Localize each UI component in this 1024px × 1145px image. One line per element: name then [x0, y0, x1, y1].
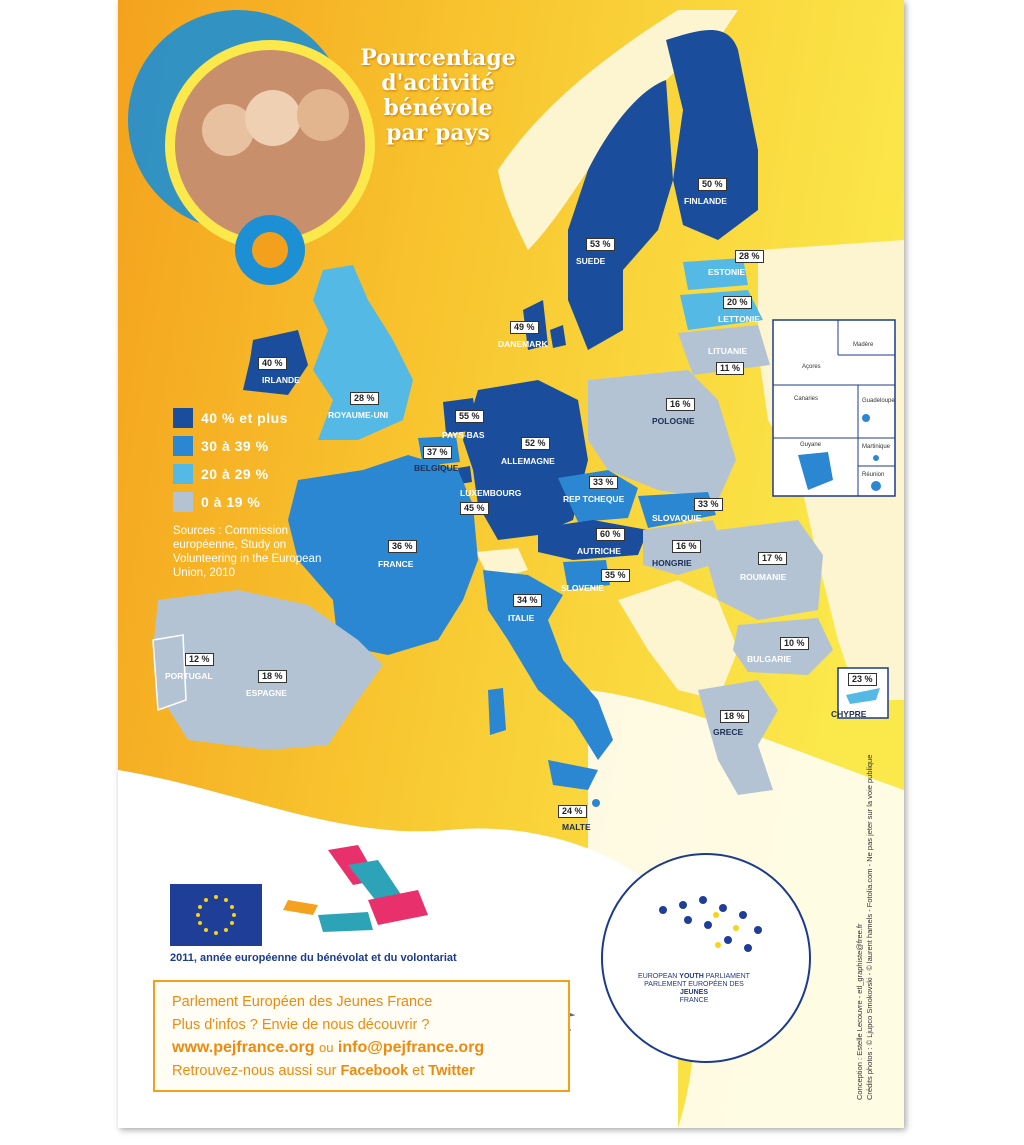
pct-label: 33 % — [589, 476, 618, 489]
info-line-4 — [172, 1063, 475, 1079]
eyp-youth: YOUTH — [679, 973, 704, 980]
pct-label: 49 % — [510, 321, 539, 334]
acores-label: Açores — [802, 364, 821, 370]
country-name: BELGIQUE — [414, 463, 459, 473]
canaries-label: Canaries — [794, 396, 819, 402]
country-name: ROYAUME-UNI — [328, 410, 389, 420]
pct-label: 28 % — [735, 250, 764, 263]
credits-line-2: Crédits photos : © Ljupco Smokovski - © laurent hamels - Fotolia.com - Ne pas jeter sur la voie publique — [865, 754, 874, 1100]
pct-label: 36 % — [388, 540, 417, 553]
reunion-shape — [871, 481, 881, 491]
pct-label: 45 % — [460, 502, 489, 515]
madere-label: Madère — [853, 342, 874, 348]
country-name: CHYPRE — [831, 709, 867, 719]
facebook-link[interactable]: Facebook — [340, 1063, 409, 1079]
country-name: IRLANDE — [262, 375, 300, 385]
country-name: ITALIE — [508, 613, 535, 623]
country-name: LETTONIE — [718, 314, 760, 324]
country-name: SLOVAQUIE — [652, 513, 702, 523]
malta-shape — [592, 799, 600, 807]
pct-label: 35 % — [601, 569, 630, 582]
country-name: ESPAGNE — [246, 688, 287, 698]
legend-label: 20 à 29 % — [201, 466, 269, 482]
twitter-link[interactable]: Twitter — [428, 1063, 475, 1079]
title-line: par pays — [386, 120, 490, 146]
and-text: et — [412, 1063, 425, 1079]
pct-label: 33 % — [694, 498, 723, 511]
country-name: ROUMANIE — [740, 572, 787, 582]
legend-swatch — [173, 464, 193, 484]
pct-label: 40 % — [258, 357, 287, 370]
pct-label: 12 % — [185, 653, 214, 666]
pct-label: 18 % — [720, 710, 749, 723]
eyp-parliament: PARLIAMENT — [705, 973, 750, 980]
pct-label: 10 % — [780, 637, 809, 650]
legend — [173, 404, 288, 516]
country-name: MALTE — [562, 822, 591, 832]
pct-label: 24 % — [558, 805, 587, 818]
pct-label: 16 % — [672, 540, 701, 553]
guadeloupe-label: Guadeloupe — [862, 398, 895, 404]
pct-label: 55 % — [455, 410, 484, 423]
legend-item — [173, 488, 288, 516]
legend-label: 30 à 39 % — [201, 438, 269, 454]
legend-label: 0 à 19 % — [201, 494, 261, 510]
country-name: SLOVENIE — [561, 583, 604, 593]
or-text: ou — [319, 1040, 334, 1055]
legend-label: 40 % et plus — [201, 410, 288, 426]
guyane-label: Guyane — [800, 442, 822, 448]
pct-label: 34 % — [513, 594, 542, 607]
country-name: HONGRIE — [652, 558, 692, 568]
country-name: PORTUGAL — [165, 671, 213, 681]
pct-label: 60 % — [596, 528, 625, 541]
legend-swatch — [173, 408, 193, 428]
eu-year-caption: 2011, année européenne du bénévolat et du volontariat — [170, 952, 457, 964]
pct-label: 37 % — [423, 446, 452, 459]
contact-box — [153, 980, 570, 1092]
sardinia-shape — [488, 688, 506, 735]
country-name: AUTRICHE — [577, 546, 621, 556]
martinique-label: Martinique — [862, 444, 891, 450]
poster — [118, 0, 904, 1128]
eyp-line-1 — [634, 973, 754, 981]
country-name: ALLEMAGNE — [501, 456, 555, 466]
martinique-shape — [873, 455, 879, 461]
pct-label: 52 % — [521, 437, 550, 450]
title-line: d'activité — [381, 70, 495, 96]
sources-text: Sources : Commission européenne, Study on Volunteering in the European Union, 2010 — [173, 525, 322, 579]
country-name: POLOGNE — [652, 416, 695, 426]
eyp-line-3: FRANCE — [679, 997, 709, 1004]
legend-swatch — [173, 492, 193, 512]
eyp-jeunes: JEUNES — [679, 989, 708, 996]
guadeloupe-shape — [862, 414, 870, 422]
pct-label: 53 % — [586, 238, 615, 251]
pct-label: 23 % — [848, 673, 877, 686]
info-line-2: Plus d'infos ? Envie de nous découvrir ? — [172, 1017, 430, 1033]
legend-item — [173, 404, 288, 432]
pct-label: 28 % — [350, 392, 379, 405]
country-name: LUXEMBOURG — [460, 488, 522, 498]
country-name: ESTONIE — [708, 267, 746, 277]
follow-text: Retrouvez-nous aussi sur — [172, 1063, 337, 1079]
website-link[interactable]: www.pejfrance.org — [172, 1039, 315, 1056]
photo-face-center — [245, 90, 301, 146]
page-title — [343, 46, 533, 146]
pct-label: 11 % — [716, 362, 744, 375]
pct-label: 16 % — [666, 398, 695, 411]
credits-line-1: Conception : Estelle Lecouvre - etl_graphiste@free.fr — [855, 923, 864, 1100]
email-link[interactable]: info@pejfrance.org — [337, 1039, 485, 1056]
eyp-text — [634, 973, 754, 1005]
country-name: GRECE — [713, 727, 744, 737]
pct-label: 50 % — [698, 178, 727, 191]
eu-flag — [170, 884, 262, 946]
credits-text — [855, 755, 875, 1100]
country-name: BULGARIE — [747, 654, 792, 664]
country-name: LITUANIE — [708, 346, 748, 356]
info-line-3 — [172, 1039, 484, 1057]
pct-label: 18 % — [258, 670, 287, 683]
eyp-line-2 — [634, 981, 754, 997]
legend-item — [173, 432, 288, 460]
country-name: FINLANDE — [684, 196, 727, 206]
pct-label: 17 % — [758, 552, 787, 565]
legend-item — [173, 460, 288, 488]
legend-swatch — [173, 436, 193, 456]
eyp-line2-pre: PARLEMENT EUROPÉEN DES — [644, 981, 744, 988]
country-name: FRANCE — [378, 559, 414, 569]
country-name: SUEDE — [576, 256, 606, 266]
country-name: DANEMARK — [498, 339, 548, 349]
eyp-pre: EUROPEAN — [638, 973, 678, 980]
photo-face-right — [297, 89, 349, 141]
overseas-box — [773, 320, 895, 496]
pct-label: 20 % — [723, 296, 752, 309]
reunion-label: Réunion — [862, 472, 885, 478]
title-line: Pourcentage — [360, 45, 516, 71]
country-name: PAYS-BAS — [442, 430, 485, 440]
eyp-logo-circle — [602, 854, 810, 1062]
title-line: bénévole — [383, 95, 493, 121]
country-name: REP TCHEQUE — [563, 494, 625, 504]
info-line-1: Parlement Européen des Jeunes France — [172, 994, 433, 1010]
